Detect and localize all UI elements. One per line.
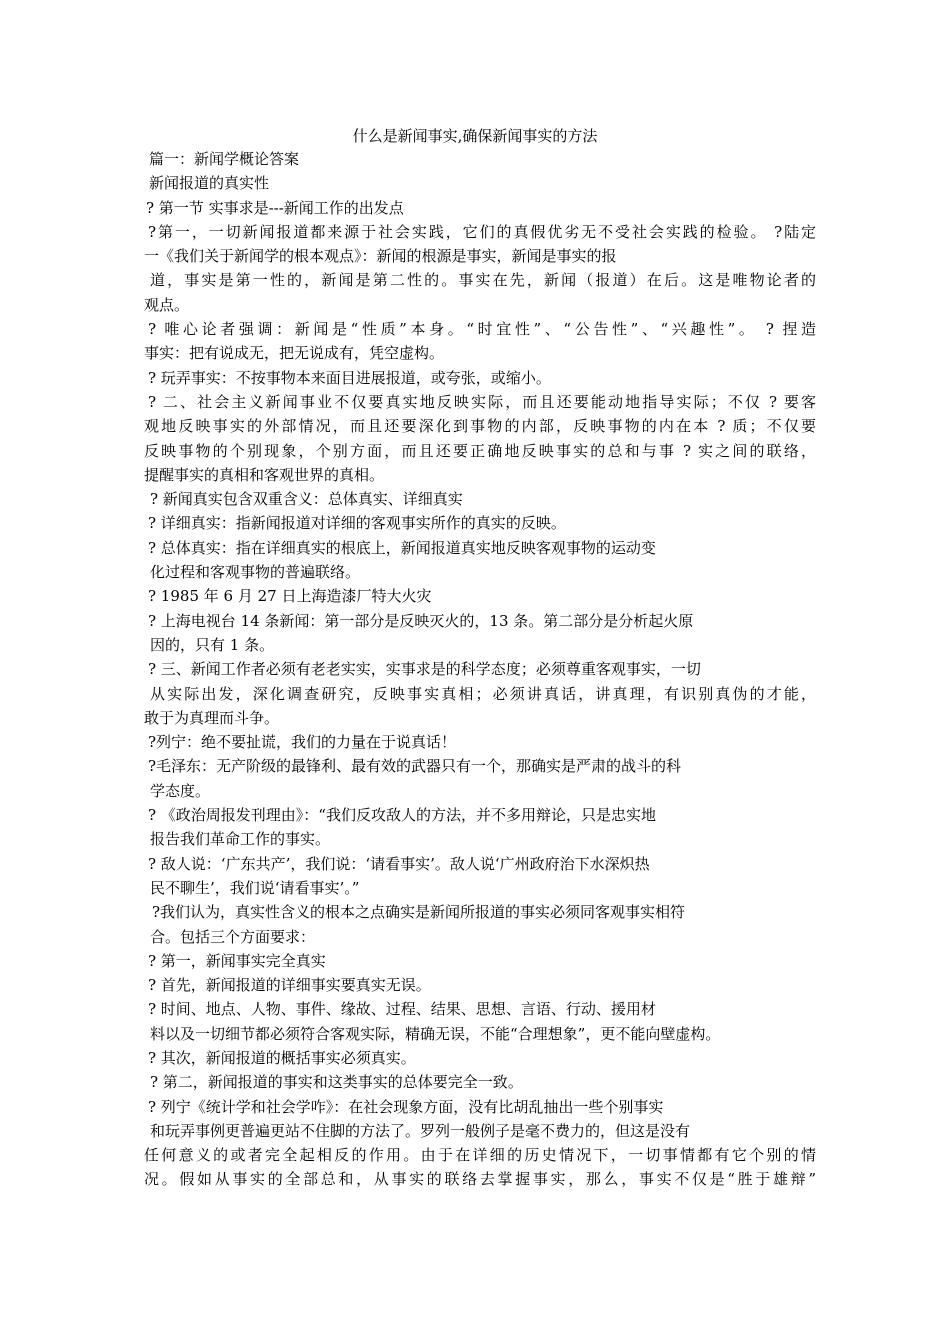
text-line: 敢于为真理而斗争。 [144, 708, 280, 727]
text-line: ? 首先，新闻报道的详细事实要真实无误。 [148, 976, 431, 995]
text-line: ? 第一节 实事求是---新闻工作的出发点 [146, 198, 404, 217]
text-line: ? 上海电视台 14 条新闻：第一部分是反映灭火的，13 条。第二部分是分析起火原 [148, 611, 694, 630]
text-line: ? 第一，新闻事实完全真实 [148, 951, 326, 970]
text-line: 一《我们关于新闻学的根本观点》：新闻的根源是事实，新闻是事实的报 [144, 247, 617, 266]
text-line: ? 第二，新闻报道的事实和这类事实的总体要完全一致。 [150, 1073, 523, 1092]
text-line: 从实际出发，深化调查研究，反映事实真相；必须讲真话，讲真理，有识别真伪的才能， [150, 684, 816, 703]
text-line: ?毛泽东：无产阶级的最锋利、最有效的武器只有一个，那确实是严肃的战斗的科 [148, 757, 682, 776]
text-line: ? 敌人说：‘广东共产’，我们说：‘请看事实’。敌人说‘广州政府治下水深炽热 [148, 854, 650, 873]
text-line: ? 玩弄事实：不按事物本来面目进展报道，或夸张，或缩小。 [148, 368, 551, 387]
text-line: 道，事实是第一性的，新闻是第二性的。事实在先，新闻（报道）在后。这是唯物论者的 [150, 271, 816, 290]
text-line: 合。包括三个方面要求： [150, 927, 316, 946]
text-line: 报告我们革命工作的事实。 [150, 830, 331, 849]
text-line: ?第一，一切新闻报道都来源于社会实践，它们的真假优劣无不受社会实践的检验。 ?陆定 [148, 222, 816, 241]
text-line: ? 时间、地点、人物、事件、缘故、过程、结果、思想、言语、行动、援用材 [148, 1000, 656, 1019]
text-line: ? 唯心论者强调：新闻是“性质”本身。“时宜性”、“公告性”、“兴趣性”。 ? 捏造 [148, 320, 816, 339]
text-line: ? 1985 年 6 月 27 日上海造漆厂特大火灾 [148, 587, 432, 606]
text-line: ?列宁：绝不要扯谎，我们的力量在于说真话！ [148, 733, 457, 752]
text-line: 观地反映事实的外部情况，而且还要深化到事物的内部，反映事物的内在本 ? 质；不仅要 [144, 417, 816, 436]
text-line: ? 二、社会主义新闻事业不仅要真实地反映实际，而且还要能动地指导实际；不仅 ? 要客 [148, 392, 816, 411]
section-heading: 篇一：新闻学概论答案 [149, 150, 300, 168]
text-line: ? 新闻真实包含双重含义：总体真实、详细真实 [150, 490, 463, 509]
document-title: 什么是新闻事实,确保新闻事实的方法 [352, 127, 598, 145]
text-line: 民不聊生’，我们说‘请看事实’。” [150, 878, 360, 897]
text-line: ? 详细真实：指新闻报道对详细的客观事实所作的真实的反映。 [148, 514, 566, 533]
text-line: ? 《政治周报发刊理由》：“我们反攻敌人的方法，并不多用辩论，只是忠实地 [148, 806, 656, 825]
text-line: 和玩弄事例更普遍更站不住脚的方法了。罗列一般例子是毫不费力的，但这是没有 [150, 1121, 691, 1140]
text-line: 学态度。 [150, 781, 211, 800]
text-line: ? 列宁《统计学和社会学咋》：在社会现象方面，没有比胡乱抽出一些个别事实 [148, 1097, 664, 1116]
text-line: 料以及一切细节都必须符合客观实际，精确无误，不能“合理想象”，更不能向壁虚构。 [150, 1024, 721, 1043]
text-line: 反映事物的个别现象，个别方面，而且还要正确地反映事实的总和与事 ? 实之间的联络， [144, 441, 816, 460]
text-line: ?我们认为，真实性含义的根本之点确实是新闻所报道的事实必须同客观事实相符 [152, 903, 686, 922]
text-line: ? 总体真实：指在详细真实的根底上，新闻报道真实地反映客观事物的运动变 [148, 538, 656, 557]
subsection-heading: 新闻报道的真实性 [149, 174, 270, 193]
text-line: 化过程和客观事物的普遍联络。 [150, 563, 361, 582]
text-line: 况。假如从事实的全部总和，从事实的联络去掌握事实，那么，事实不仅是“胜于雄辩” [144, 1170, 816, 1189]
text-line: ? 三、新闻工作者必须有老老实实，实事求是的科学态度；必须尊重客观事实，一切 [148, 660, 701, 679]
text-line: ? 其次，新闻报道的概括事实必须真实。 [148, 1048, 416, 1067]
text-line: 任何意义的或者完全起相反的作用。由于在详细的历史情况下，一切事情都有它个别的情 [144, 1146, 816, 1165]
text-line: 提醒事实的真相和客观世界的真相。 [144, 465, 385, 484]
text-line: 观点。 [144, 295, 190, 314]
document-body [144, 147, 816, 1192]
text-line: 事实：把有说成无，把无说成有，凭空虚构。 [144, 344, 445, 363]
text-line: 因的，只有 1 条。 [150, 635, 275, 654]
